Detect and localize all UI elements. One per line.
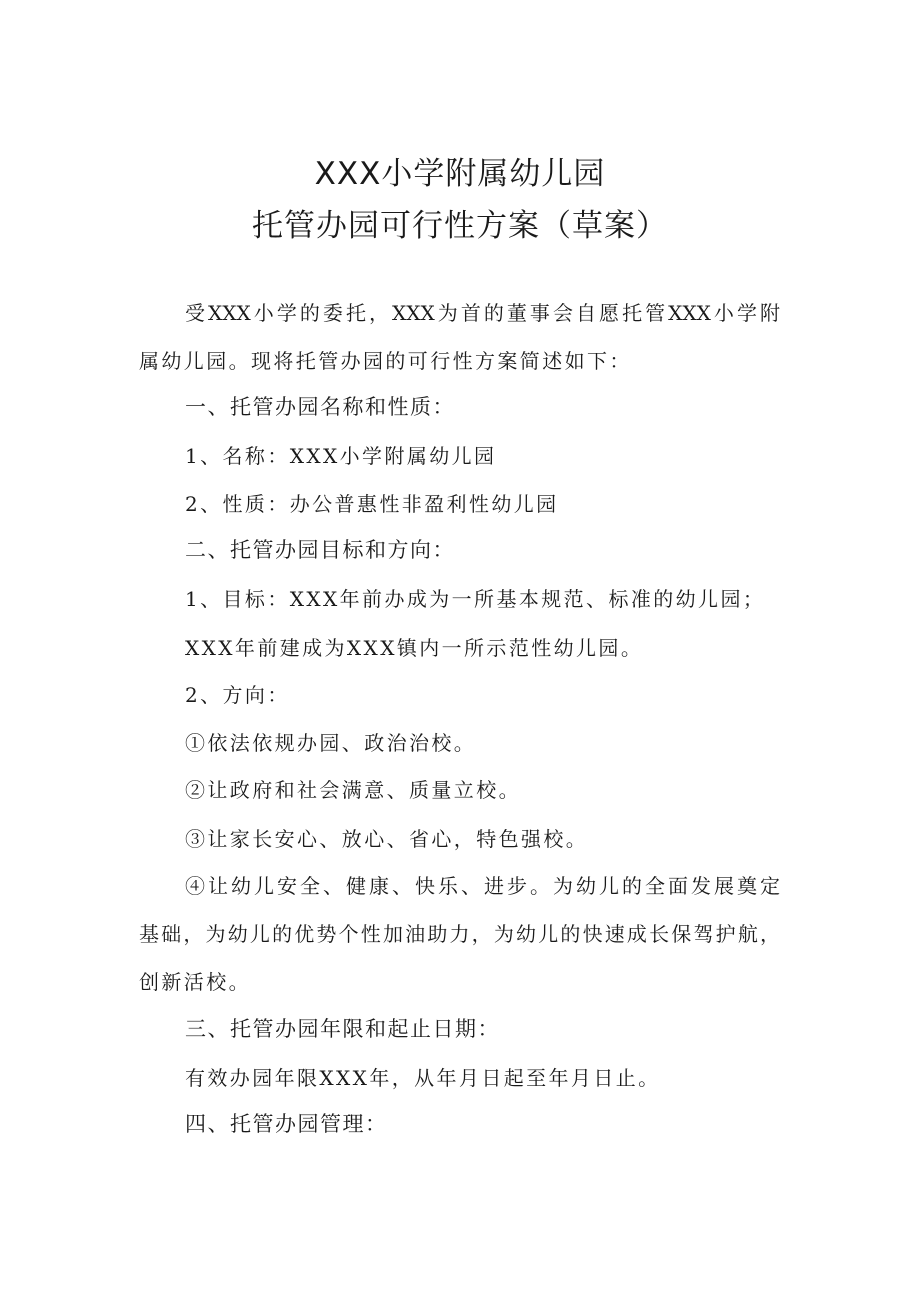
section4-heading: 四、托管办园管理： <box>185 1112 388 1136</box>
section2-direction-item4-line1: ④让幼儿安全、健康、快乐、进步。为幼儿的全面发展奠定 <box>185 874 780 898</box>
document-title-line1: XXX小学附属幼儿园 <box>314 156 606 192</box>
section2-direction-label: 2、方向： <box>185 683 290 707</box>
section3-text: 有效办园年限XXX年，从年月日起至年月日止。 <box>185 1066 661 1090</box>
section3-heading: 三、托管办园年限和起止日期： <box>185 1017 500 1041</box>
document-title-line2: 托管办园可行性方案（草案） <box>252 208 668 244</box>
section2-direction-item1: ①依法依规办园、政治治校。 <box>185 731 477 755</box>
section2-goal-line2: XXX年前建成为XXX镇内一所示范性幼儿园。 <box>185 636 644 660</box>
section1-heading: 一、托管办园名称和性质： <box>185 395 455 419</box>
section2-goal-line1: 1、目标：XXX年前办成为一所基本规范、标准的幼儿园； <box>185 587 766 611</box>
section1-item-nature: 2、性质：办公普惠性非盈利性幼儿园 <box>185 492 559 516</box>
intro-paragraph-line1: 受XXX小学的委托，XXX为首的董事会自愿托管XXX小学附 <box>185 301 780 325</box>
section2-direction-item4-line2: 基础，为幼儿的优势个性加油助力，为幼儿的快速成长保驾护航， <box>139 922 780 946</box>
intro-paragraph-line2: 属幼儿园。现将托管办园的可行性方案简述如下： <box>139 349 632 373</box>
section1-item-name: 1、名称：XXX小学附属幼儿园 <box>185 444 497 468</box>
section2-direction-item4-line3: 创新活校。 <box>139 970 251 994</box>
section2-direction-item2: ②让政府和社会满意、质量立校。 <box>185 778 521 802</box>
section2-direction-item3: ③让家长安心、放心、省心，特色强校。 <box>185 827 589 851</box>
section2-heading: 二、托管办园目标和方向： <box>185 538 455 562</box>
